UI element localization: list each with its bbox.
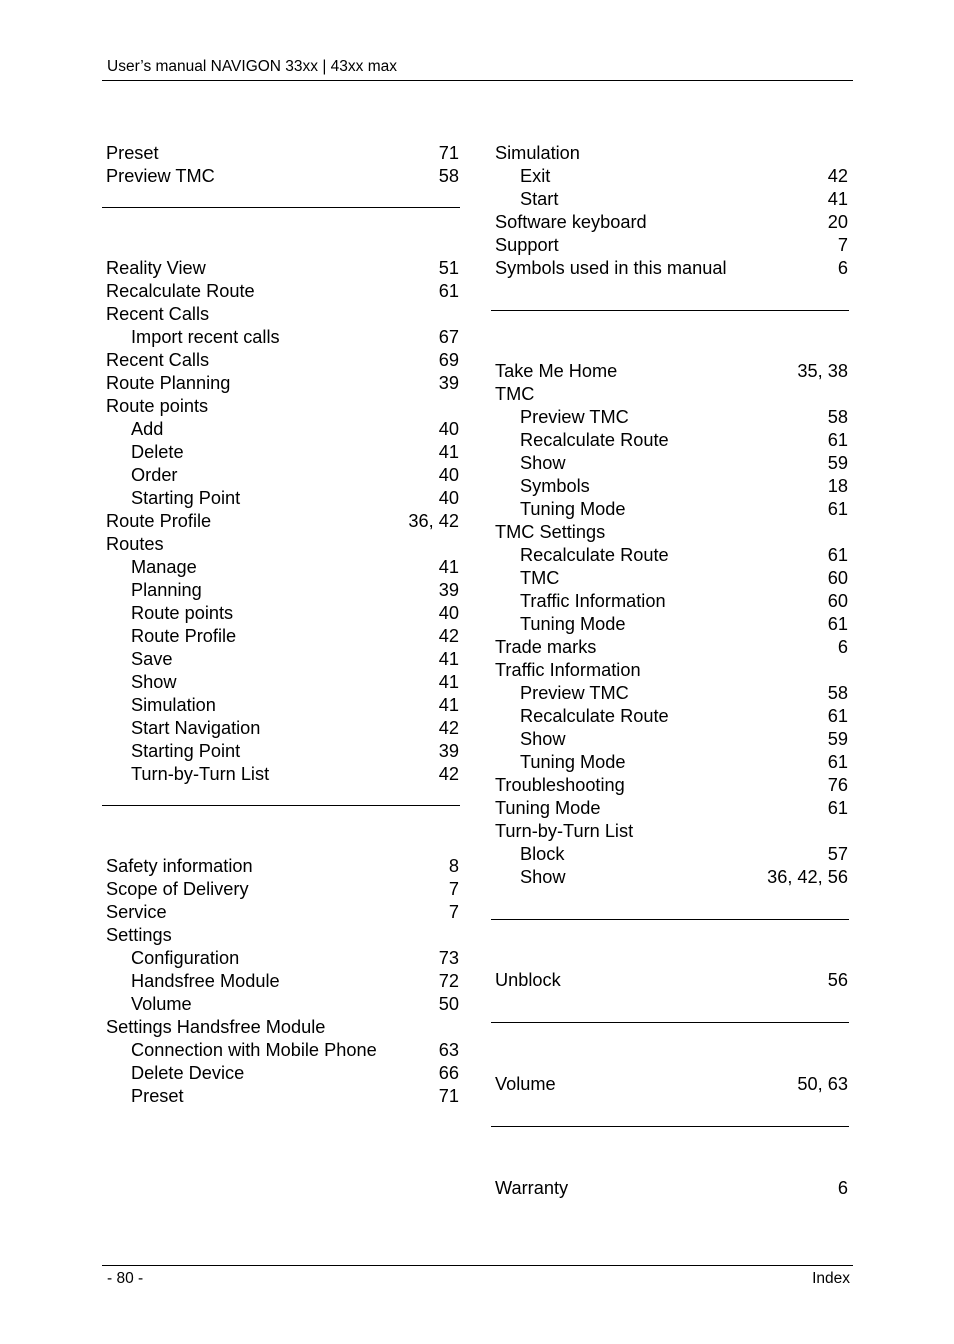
index-entry bbox=[495, 636, 848, 659]
index-term: Support bbox=[495, 235, 559, 255]
dot-leader bbox=[186, 1090, 437, 1108]
index-heading bbox=[495, 383, 848, 406]
index-term: Recent Calls bbox=[106, 304, 210, 324]
index-heading bbox=[106, 303, 459, 326]
page-reference: 6 bbox=[837, 258, 848, 278]
index-term: Connection with Mobile Phone bbox=[131, 1040, 377, 1060]
dot-leader bbox=[627, 756, 825, 774]
index-entry bbox=[495, 774, 848, 797]
dot-leader bbox=[246, 1067, 437, 1085]
index-term: Trade marks bbox=[495, 637, 597, 657]
index-term: Route points bbox=[106, 396, 209, 416]
page-reference: 40 bbox=[438, 465, 459, 485]
dot-leader bbox=[668, 595, 826, 613]
page-reference: 58 bbox=[438, 166, 459, 186]
index-subentry bbox=[106, 671, 459, 694]
page-reference: 61 bbox=[827, 706, 848, 726]
page-reference: 39 bbox=[438, 741, 459, 761]
page-reference: 61 bbox=[438, 281, 459, 301]
index-heading bbox=[495, 142, 848, 165]
dot-leader bbox=[568, 457, 826, 475]
dot-leader bbox=[180, 469, 437, 487]
index-term: Take Me Home bbox=[495, 361, 618, 381]
index-term: Handsfree Module bbox=[131, 971, 280, 991]
index-subentry bbox=[495, 165, 848, 188]
index-subentry bbox=[495, 452, 848, 475]
index-term: Traffic Information bbox=[520, 591, 666, 611]
index-term: Volume bbox=[131, 994, 192, 1014]
dot-leader bbox=[262, 722, 436, 740]
dot-leader bbox=[379, 1044, 437, 1062]
index-term: Preview TMC bbox=[520, 407, 629, 427]
dot-leader bbox=[211, 354, 437, 372]
index-subentry bbox=[495, 406, 848, 429]
dot-leader bbox=[592, 480, 826, 498]
page-reference: 39 bbox=[438, 580, 459, 600]
dot-leader bbox=[729, 262, 836, 280]
page-reference: 42 bbox=[438, 718, 459, 738]
dot-leader bbox=[257, 285, 437, 303]
dot-leader bbox=[241, 952, 437, 970]
page-reference: 36, 42 bbox=[408, 511, 459, 531]
index-term: Start Navigation bbox=[131, 718, 261, 738]
index-term: Unblock bbox=[495, 970, 561, 990]
page-reference: 7 bbox=[448, 902, 459, 922]
dot-leader bbox=[552, 170, 825, 188]
index-term: Route Planning bbox=[106, 373, 231, 393]
index-term: Settings bbox=[106, 925, 172, 945]
section-name: Index bbox=[812, 1270, 850, 1287]
index-term: Add bbox=[131, 419, 164, 439]
index-term: Configuration bbox=[131, 948, 240, 968]
dot-leader bbox=[204, 584, 437, 602]
index-entry bbox=[106, 901, 459, 924]
index-subentry bbox=[106, 441, 459, 464]
spacer bbox=[106, 188, 459, 207]
dot-leader bbox=[251, 883, 447, 901]
dot-leader bbox=[199, 561, 437, 579]
index-term: Tuning Mode bbox=[495, 798, 601, 818]
page-reference: 7 bbox=[448, 879, 459, 899]
page-reference: 41 bbox=[438, 695, 459, 715]
index-subentry bbox=[106, 487, 459, 510]
index-term: Software keyboard bbox=[495, 212, 647, 232]
index-entry bbox=[495, 969, 848, 992]
index-subentry bbox=[106, 694, 459, 717]
page-reference: 58 bbox=[827, 683, 848, 703]
index-subentry bbox=[106, 1062, 459, 1085]
index-term: Manage bbox=[131, 557, 197, 577]
dot-leader bbox=[255, 860, 447, 878]
page-reference: 61 bbox=[827, 430, 848, 450]
page-reference: 61 bbox=[827, 545, 848, 565]
spacer bbox=[495, 920, 848, 969]
dot-leader bbox=[631, 411, 826, 429]
index-entry bbox=[495, 1177, 848, 1200]
index-term: Delete bbox=[131, 442, 184, 462]
index-heading bbox=[495, 820, 848, 843]
index-term: TMC bbox=[520, 568, 560, 588]
index-term: Save bbox=[131, 649, 173, 669]
index-subentry bbox=[495, 843, 848, 866]
page-reference: 41 bbox=[438, 649, 459, 669]
index-heading bbox=[495, 659, 848, 682]
dot-leader bbox=[235, 607, 437, 625]
index-term: Warranty bbox=[495, 1178, 569, 1198]
index-term: Preview TMC bbox=[520, 683, 629, 703]
index-term: Routes bbox=[106, 534, 164, 554]
index-term: Route points bbox=[131, 603, 234, 623]
dot-leader bbox=[671, 549, 826, 567]
index-term: Route Profile bbox=[106, 511, 212, 531]
index-subentry bbox=[495, 866, 848, 889]
index-term: Preview TMC bbox=[106, 166, 215, 186]
page-reference: 40 bbox=[438, 603, 459, 623]
dot-leader bbox=[627, 503, 825, 521]
dot-leader bbox=[174, 653, 436, 671]
index-term: Tuning Mode bbox=[520, 752, 626, 772]
index-term: Start bbox=[520, 189, 559, 209]
page-reference: 35, 38 bbox=[797, 361, 848, 381]
page-reference: 7 bbox=[837, 235, 848, 255]
index-term: Show bbox=[520, 729, 566, 749]
spacer bbox=[495, 311, 848, 360]
dot-leader bbox=[598, 641, 835, 659]
index-subentry bbox=[106, 326, 459, 349]
spacer bbox=[495, 992, 848, 1022]
spacer bbox=[106, 208, 459, 257]
dot-leader bbox=[619, 365, 795, 383]
index-term: Recent Calls bbox=[106, 350, 210, 370]
index-entry bbox=[106, 855, 459, 878]
index-entry bbox=[495, 797, 848, 820]
dot-leader bbox=[627, 618, 825, 636]
dot-leader bbox=[238, 630, 437, 648]
index-subentry bbox=[106, 625, 459, 648]
dot-leader bbox=[566, 848, 825, 866]
page-reference: 58 bbox=[827, 407, 848, 427]
index-term: Preset bbox=[131, 1086, 184, 1106]
spacer bbox=[495, 889, 848, 919]
page-reference: 41 bbox=[438, 442, 459, 462]
index-entry bbox=[495, 1073, 848, 1096]
index-heading bbox=[106, 924, 459, 947]
index-subentry bbox=[106, 947, 459, 970]
index-term: Turn-by-Turn List bbox=[131, 764, 270, 784]
spacer bbox=[495, 1023, 848, 1073]
page-reference: 8 bbox=[448, 856, 459, 876]
index-subentry bbox=[495, 682, 848, 705]
spacer bbox=[106, 806, 459, 855]
dot-leader bbox=[161, 147, 437, 165]
index-term: Show bbox=[520, 453, 566, 473]
dot-leader bbox=[568, 871, 766, 889]
index-entry bbox=[495, 211, 848, 234]
page-reference: 71 bbox=[438, 1086, 459, 1106]
index-term: Recalculate Route bbox=[520, 430, 669, 450]
index-term: Tuning Mode bbox=[520, 614, 626, 634]
index-term: Route Profile bbox=[131, 626, 237, 646]
page-reference: 36, 42, 56 bbox=[767, 867, 848, 887]
index-subentry bbox=[106, 579, 459, 602]
page-reference: 6 bbox=[837, 1178, 848, 1198]
dot-leader bbox=[558, 1078, 796, 1096]
dot-leader bbox=[218, 699, 437, 717]
index-term: Show bbox=[520, 867, 566, 887]
index-term: Simulation bbox=[131, 695, 216, 715]
page-reference: 59 bbox=[827, 453, 848, 473]
dot-leader bbox=[179, 676, 437, 694]
page-reference: 50, 63 bbox=[797, 1074, 848, 1094]
index-term: Service bbox=[106, 902, 167, 922]
spacer bbox=[495, 1127, 848, 1177]
page-reference: 39 bbox=[438, 373, 459, 393]
index-entry bbox=[106, 257, 459, 280]
index-term: Symbols used in this manual bbox=[495, 258, 727, 278]
index-subentry bbox=[106, 740, 459, 763]
page-reference: 18 bbox=[827, 476, 848, 496]
index-subentry bbox=[495, 475, 848, 498]
dot-leader bbox=[671, 434, 826, 452]
index-subentry bbox=[495, 544, 848, 567]
dot-leader bbox=[169, 906, 447, 924]
index-entry bbox=[106, 142, 459, 165]
index-heading bbox=[106, 533, 459, 556]
dot-leader bbox=[232, 377, 436, 395]
dot-leader bbox=[213, 515, 406, 533]
index-subentry bbox=[495, 590, 848, 613]
dot-leader bbox=[561, 239, 836, 257]
index-term: Recalculate Route bbox=[106, 281, 255, 301]
index-term: Order bbox=[131, 465, 178, 485]
index-subentry bbox=[106, 1085, 459, 1108]
index-term: Delete Device bbox=[131, 1063, 245, 1083]
footer-rule bbox=[102, 1265, 853, 1266]
page-reference: 41 bbox=[438, 557, 459, 577]
index-subentry bbox=[495, 188, 848, 211]
dot-leader bbox=[282, 331, 437, 349]
dot-leader bbox=[563, 974, 826, 992]
index-entry bbox=[495, 257, 848, 280]
index-subentry bbox=[106, 556, 459, 579]
page-reference: 51 bbox=[438, 258, 459, 278]
page-reference: 42 bbox=[438, 626, 459, 646]
index-subentry bbox=[495, 498, 848, 521]
index-term: Starting Point bbox=[131, 488, 241, 508]
dot-leader bbox=[561, 572, 825, 590]
index-heading bbox=[495, 521, 848, 544]
index-term: Preset bbox=[106, 143, 159, 163]
dot-leader bbox=[242, 745, 437, 763]
index-entry bbox=[106, 878, 459, 901]
index-subentry bbox=[495, 751, 848, 774]
index-subentry bbox=[106, 464, 459, 487]
page-reference: 61 bbox=[827, 752, 848, 772]
index-term: Recalculate Route bbox=[520, 706, 669, 726]
index-term: Safety information bbox=[106, 856, 253, 876]
page-reference: 20 bbox=[827, 212, 848, 232]
page-reference: 61 bbox=[827, 499, 848, 519]
page-reference: 71 bbox=[438, 143, 459, 163]
index-term: Symbols bbox=[520, 476, 590, 496]
index-subentry bbox=[495, 613, 848, 636]
index-term: Troubleshooting bbox=[495, 775, 625, 795]
index-term: Block bbox=[520, 844, 565, 864]
index-subentry bbox=[106, 1039, 459, 1062]
index-term: Simulation bbox=[495, 143, 580, 163]
index-subentry bbox=[106, 418, 459, 441]
dot-leader bbox=[627, 779, 826, 797]
index-entry bbox=[106, 280, 459, 303]
index-subentry bbox=[106, 648, 459, 671]
index-term: Import recent calls bbox=[131, 327, 280, 347]
page-reference: 59 bbox=[827, 729, 848, 749]
page-reference: 41 bbox=[827, 189, 848, 209]
page-reference: 6 bbox=[837, 637, 848, 657]
page-reference: 40 bbox=[438, 419, 459, 439]
index-entry bbox=[495, 360, 848, 383]
index-term: Tuning Mode bbox=[520, 499, 626, 519]
page-reference: 57 bbox=[827, 844, 848, 864]
index-term: Scope of Delivery bbox=[106, 879, 249, 899]
dot-leader bbox=[570, 1182, 836, 1200]
index-term: Settings Handsfree Module bbox=[106, 1017, 326, 1037]
page-reference: 63 bbox=[438, 1040, 459, 1060]
page-reference: 66 bbox=[438, 1063, 459, 1083]
page-reference: 42 bbox=[438, 764, 459, 784]
page-reference: 56 bbox=[827, 970, 848, 990]
dot-leader bbox=[208, 262, 437, 280]
dot-leader bbox=[217, 170, 437, 188]
page-reference: 67 bbox=[438, 327, 459, 347]
index-column-left bbox=[106, 142, 459, 1108]
index-term: Exit bbox=[520, 166, 551, 186]
index-subentry bbox=[495, 429, 848, 452]
dot-leader bbox=[194, 998, 437, 1016]
index-term: TMC Settings bbox=[495, 522, 606, 542]
index-subentry bbox=[106, 970, 459, 993]
index-term: Reality View bbox=[106, 258, 206, 278]
index-heading bbox=[106, 1016, 459, 1039]
index-subentry bbox=[106, 763, 459, 786]
page-reference: 73 bbox=[438, 948, 459, 968]
spacer bbox=[106, 786, 459, 805]
index-term: Show bbox=[131, 672, 177, 692]
page-reference: 40 bbox=[438, 488, 459, 508]
dot-leader bbox=[560, 193, 825, 211]
page-reference: 60 bbox=[827, 591, 848, 611]
page-reference: 69 bbox=[438, 350, 459, 370]
page-reference: 50 bbox=[438, 994, 459, 1014]
index-term: TMC bbox=[495, 384, 535, 404]
page-reference: 61 bbox=[827, 614, 848, 634]
index-subentry bbox=[495, 567, 848, 590]
index-entry bbox=[106, 510, 459, 533]
index-term: Starting Point bbox=[131, 741, 241, 761]
index-entry bbox=[106, 349, 459, 372]
page-reference: 72 bbox=[438, 971, 459, 991]
page-reference: 60 bbox=[827, 568, 848, 588]
index-term: Turn-by-Turn List bbox=[495, 821, 634, 841]
running-header: User’s manual NAVIGON 33xx | 43xx max bbox=[107, 58, 398, 75]
page-number: - 80 - bbox=[107, 1270, 144, 1287]
index-entry bbox=[106, 372, 459, 395]
dot-leader bbox=[568, 733, 826, 751]
dot-leader bbox=[282, 975, 437, 993]
dot-leader bbox=[649, 216, 826, 234]
dot-leader bbox=[602, 802, 825, 820]
index-subentry bbox=[106, 717, 459, 740]
index-term: Planning bbox=[131, 580, 202, 600]
index-subentry bbox=[106, 602, 459, 625]
page-reference: 61 bbox=[827, 798, 848, 818]
dot-leader bbox=[271, 768, 437, 786]
index-term: Volume bbox=[495, 1074, 556, 1094]
spacer bbox=[495, 280, 848, 310]
page-reference: 76 bbox=[827, 775, 848, 795]
index-heading bbox=[106, 395, 459, 418]
dot-leader bbox=[631, 687, 826, 705]
dot-leader bbox=[186, 446, 437, 464]
header-rule bbox=[102, 80, 853, 81]
index-entry bbox=[106, 165, 459, 188]
dot-leader bbox=[242, 492, 437, 510]
index-subentry bbox=[495, 705, 848, 728]
page-reference: 41 bbox=[438, 672, 459, 692]
dot-leader bbox=[671, 710, 826, 728]
spacer bbox=[495, 1096, 848, 1126]
page-reference: 42 bbox=[827, 166, 848, 186]
dot-leader bbox=[165, 423, 436, 441]
index-entry bbox=[495, 234, 848, 257]
index-term: Recalculate Route bbox=[520, 545, 669, 565]
index-subentry bbox=[495, 728, 848, 751]
index-term: Traffic Information bbox=[495, 660, 641, 680]
index-subentry bbox=[106, 993, 459, 1016]
index-column-right bbox=[495, 142, 848, 1200]
